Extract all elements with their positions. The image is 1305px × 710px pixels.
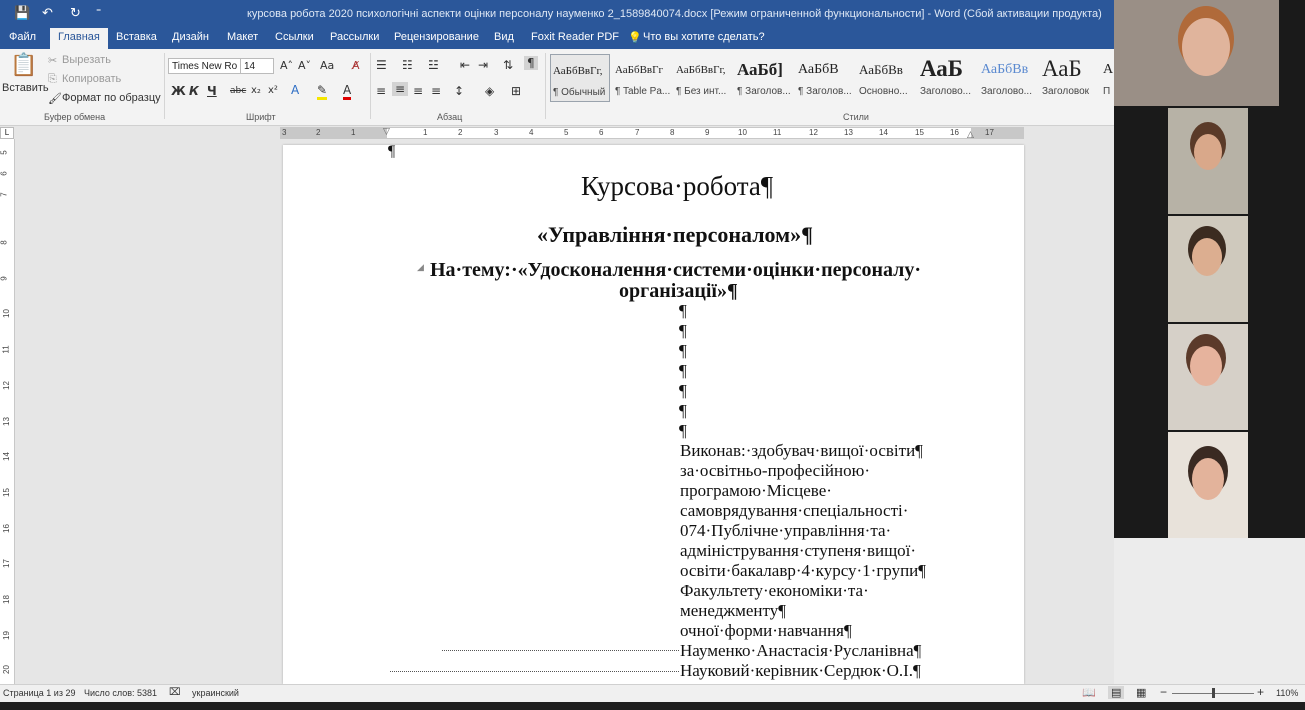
align-center-icon[interactable]: ≡: [392, 82, 408, 96]
video-tile-participant-3[interactable]: [1168, 216, 1248, 322]
author-line: менеджменту¶: [680, 601, 786, 620]
format-painter-icon[interactable]: 🖌: [48, 93, 62, 105]
line-spacing-icon[interactable]: ↕: [454, 84, 465, 98]
video-tile-participant-2[interactable]: [1168, 108, 1248, 214]
right-indent-marker-icon[interactable]: △: [967, 129, 974, 139]
zoom-in-icon[interactable]: +: [1257, 685, 1265, 699]
tab-leader: [442, 650, 679, 651]
bold-button[interactable]: Ж: [171, 84, 186, 98]
empty-paragraph: ¶: [679, 321, 687, 340]
author-line: програмою·Місцеве·: [680, 481, 832, 500]
borders-icon[interactable]: ⊞: [511, 84, 522, 98]
zoom-level[interactable]: 110%: [1276, 688, 1299, 698]
shrink-font-icon[interactable]: A˅: [298, 59, 312, 72]
author-line: освіти·бакалавр·4·курсу·1·групи¶: [680, 561, 926, 580]
zoom-out-icon[interactable]: −: [1160, 685, 1168, 699]
lightbulb-icon: 💡: [628, 32, 642, 44]
window-title: курсова робота 2020 психологічні аспекти оцінки персоналу науменко 2_1589840074.docx [Режим ограниченной функциональности] - Word (Сбой активации продукта): [247, 8, 1102, 20]
author-line: адміністрування·ступеня·вищої·: [680, 541, 917, 560]
vertical-ruler[interactable]: 5 6 7 8 9 10 11 12 13 14 15 16 17 18 19 20: [0, 139, 15, 684]
ribbon-tabs: [0, 28, 1114, 49]
horizontal-ruler[interactable]: 3 2 1 1 2 3 4 5 6 7 8 9 10 11 12 13 14 15 16 17 ▽ △: [280, 127, 1024, 139]
paragraph-group-label: Абзац: [437, 112, 463, 122]
tab-references[interactable]: Ссылки: [275, 31, 314, 43]
font-color-icon[interactable]: A: [343, 83, 351, 100]
author-line: 074·Публічне·управління·та·: [680, 521, 892, 540]
author-line: за·освітньо-професійною·: [680, 461, 870, 480]
font-name-dropdown[interactable]: Times New Ro: [168, 58, 242, 74]
zoom-slider-thumb[interactable]: [1212, 688, 1215, 698]
decrease-indent-icon[interactable]: ⇤: [460, 58, 471, 72]
page-counter[interactable]: Страница 1 из 29: [3, 688, 76, 698]
proofing-icon[interactable]: ⌧: [169, 687, 181, 698]
show-marks-icon[interactable]: ¶: [524, 56, 538, 70]
divider: [370, 53, 371, 119]
superscript-icon[interactable]: x²: [268, 85, 278, 96]
text-effects-icon[interactable]: A: [291, 83, 300, 97]
status-bar: [0, 684, 1305, 703]
underline-button[interactable]: Ч: [207, 84, 217, 98]
tell-me-input[interactable]: Что вы хотите сделать?: [643, 31, 765, 43]
tab-selector[interactable]: L: [0, 127, 14, 139]
read-mode-icon[interactable]: 📖: [1082, 687, 1096, 699]
paste-icon[interactable]: 📋: [10, 53, 38, 78]
styles-group-label: Стили: [843, 112, 869, 122]
empty-paragraph: ¶: [679, 381, 687, 400]
save-icon[interactable]: 💾: [14, 5, 31, 20]
shading-icon[interactable]: ◈: [485, 84, 495, 98]
web-layout-icon[interactable]: ▦: [1136, 687, 1147, 699]
student-name: Науменко·Анастасія·Русланівна¶: [680, 641, 922, 660]
document-title: Курсова·робота¶: [581, 171, 774, 201]
subscript-icon[interactable]: x₂: [251, 85, 261, 96]
clear-format-icon[interactable]: A̸: [352, 59, 360, 72]
tab-foxit[interactable]: Foxit Reader PDF: [531, 31, 620, 43]
background-area: [1114, 538, 1305, 684]
grow-font-icon[interactable]: A˄: [280, 59, 294, 72]
author-line: очної·форми·навчання¶: [680, 621, 852, 640]
tab-file[interactable]: Файл: [9, 31, 37, 43]
participant-face: [1192, 238, 1222, 276]
highlight-icon[interactable]: ✎: [317, 83, 327, 100]
style-heading-1[interactable]: АаБб] ¶ Заголов...: [737, 60, 791, 97]
paste-button[interactable]: Вставить: [2, 82, 49, 94]
video-tile-participant-4[interactable]: [1168, 324, 1248, 430]
format-painter-button[interactable]: Формат по образцу: [62, 92, 161, 104]
align-right-icon[interactable]: ≡: [413, 84, 424, 98]
empty-paragraph: ¶: [679, 361, 687, 380]
author-line: Виконав:·здобувач·вищої·освіти¶: [680, 441, 923, 460]
topic-line-2: організації»¶: [619, 280, 738, 302]
align-left-icon[interactable]: ≡: [376, 84, 387, 98]
divider: [545, 53, 546, 119]
change-case-icon[interactable]: Aa: [320, 59, 335, 72]
style-body-text[interactable]: АаБбВв Основно...: [859, 62, 908, 97]
tab-insert[interactable]: Вставка: [116, 31, 157, 43]
empty-paragraph: ¶: [679, 401, 687, 420]
multilevel-list-icon[interactable]: ☳: [428, 58, 439, 72]
clipboard-group-label: Буфер обмена: [44, 112, 106, 122]
empty-paragraph: ¶: [388, 145, 396, 160]
video-tile-participant-1[interactable]: [1114, 0, 1279, 106]
title-bar: [0, 0, 1114, 28]
tab-layout[interactable]: Макет: [227, 31, 259, 43]
style-title[interactable]: АаБ Заголовок: [1042, 56, 1090, 97]
style-more[interactable]: А П: [1103, 62, 1114, 97]
increase-indent-icon[interactable]: ⇥: [478, 58, 489, 72]
ribbon: [0, 49, 1114, 126]
indent-marker-icon[interactable]: ▽: [383, 126, 390, 136]
numbering-icon[interactable]: ☷: [402, 58, 413, 72]
style-no-spacing[interactable]: АаБбВвГг, ¶ Без инт...: [676, 64, 727, 97]
cut-button[interactable]: Вырезать: [62, 54, 111, 66]
empty-paragraph: ¶: [679, 301, 687, 320]
justify-icon[interactable]: ≡: [431, 84, 442, 98]
font-size-dropdown[interactable]: 14: [240, 58, 274, 74]
supervisor-name: Науковий·керівник·Сердюк·О.І.¶: [680, 661, 921, 680]
video-tile-participant-5[interactable]: [1168, 432, 1248, 538]
style-normal[interactable]: АаБбВвГг, ¶ Обычный: [550, 54, 610, 102]
font-group-label: Шрифт: [246, 112, 276, 122]
document-page[interactable]: [283, 145, 1024, 684]
empty-paragraph: ¶: [679, 421, 687, 440]
redo-icon[interactable]: ↻: [70, 5, 81, 20]
italic-button[interactable]: К: [189, 84, 199, 98]
copy-button[interactable]: Копировать: [62, 73, 122, 85]
style-heading-2[interactable]: АаБбВ ¶ Заголов...: [798, 62, 852, 97]
undo-icon[interactable]: ↶: [42, 5, 53, 20]
word-count[interactable]: Число слов: 5381: [84, 688, 158, 698]
participant-face: [1192, 458, 1224, 500]
collapse-heading-icon[interactable]: ◢: [417, 262, 424, 272]
empty-paragraph: ¶: [679, 341, 687, 360]
topic-line-1: На·тему:·«Удосконалення·системи·оцінки·персоналу·: [430, 259, 922, 281]
style-title-2[interactable]: АаБбВв Заголово...: [981, 62, 1032, 97]
document-subtitle: «Управління·персоналом»¶: [537, 222, 813, 247]
tab-leader: [390, 671, 679, 672]
author-line: самоврядування·спеціальності·: [680, 501, 909, 520]
customize-quick-access-icon[interactable]: ⁼: [96, 7, 102, 18]
style-table-paragraph[interactable]: АаБбВвГг ¶ Table Pa...: [615, 64, 671, 97]
strikethrough-button[interactable]: abc: [230, 86, 247, 96]
tab-mailings[interactable]: Рассылки: [330, 31, 380, 43]
copy-icon[interactable]: ⎘: [48, 73, 57, 85]
cut-icon[interactable]: ✂: [48, 55, 58, 67]
sort-icon[interactable]: ⇅: [503, 58, 514, 72]
tab-design[interactable]: Дизайн: [172, 31, 209, 43]
author-line: Факультету·економіки·та·: [680, 581, 869, 600]
taskbar: [0, 702, 1305, 710]
tab-review[interactable]: Рецензирование: [394, 31, 479, 43]
tab-view[interactable]: Вид: [494, 31, 514, 43]
print-layout-icon[interactable]: ▤: [1108, 686, 1124, 699]
participant-face: [1190, 346, 1222, 386]
divider: [164, 53, 165, 119]
style-title-1[interactable]: АаБ Заголово...: [920, 56, 971, 97]
bullets-icon[interactable]: ☰: [376, 58, 387, 72]
language-indicator[interactable]: украинский: [192, 688, 239, 698]
participant-face: [1182, 18, 1230, 76]
tab-home[interactable]: Главная: [50, 28, 108, 49]
participant-face: [1194, 134, 1222, 170]
